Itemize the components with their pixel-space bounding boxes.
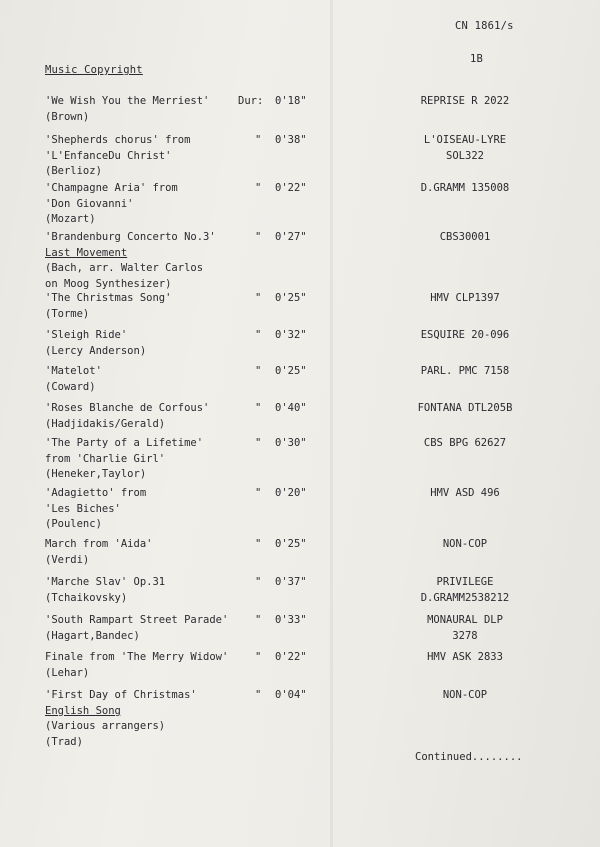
entry-title-line: (Torme)	[45, 307, 90, 320]
duration-value: 0'30"	[275, 437, 307, 449]
record-label-line: D.GRAMM2538212	[420, 591, 510, 604]
entry-duration	[255, 613, 307, 629]
duration-value: 0'33"	[275, 614, 307, 626]
entry-duration	[255, 133, 307, 149]
duration-value: 0'20"	[275, 487, 307, 499]
music-entry	[45, 328, 585, 359]
record-label-line: 3278	[452, 629, 478, 642]
record-label-line: FONTANA DTL205B	[417, 402, 513, 414]
entry-title-line: (Lercy Anderson)	[45, 344, 147, 357]
ditto-mark: "	[255, 576, 262, 588]
duration-value: 0'18"	[275, 95, 307, 107]
entry-duration	[255, 688, 307, 704]
ditto-mark: "	[255, 134, 262, 146]
entry-title-line: (Tchaikovsky)	[45, 591, 128, 604]
entry-duration	[255, 486, 307, 502]
entry-title-line: (Coward)	[45, 380, 96, 393]
music-entry	[45, 133, 585, 180]
entry-title-line: Finale from 'The Merry Widow'	[45, 651, 229, 663]
record-label	[385, 291, 545, 307]
ditto-mark: "	[255, 402, 262, 414]
record-label	[385, 537, 545, 553]
music-entry	[45, 537, 585, 568]
record-label-line: HMV ASD 496	[430, 487, 500, 499]
entry-duration	[255, 328, 307, 344]
ditto-mark: "	[255, 614, 262, 626]
entry-title-line: 'Champagne Aria' from	[45, 182, 178, 194]
entry-title-line: 'South Rampart Street Parade'	[45, 614, 229, 626]
record-label-line: MONAURAL DLP	[427, 614, 503, 626]
record-label	[385, 486, 545, 502]
ditto-mark: "	[255, 329, 262, 341]
music-entry	[45, 650, 585, 681]
record-label-line: NON-COP	[442, 538, 488, 550]
record-label-line: D.GRAMM 135008	[420, 182, 510, 194]
entry-title-line: (Bach, arr. Walter Carlos	[45, 262, 204, 274]
ditto-mark: "	[255, 292, 262, 304]
ditto-mark: "	[255, 651, 262, 663]
music-entry	[45, 613, 585, 644]
record-label	[385, 94, 545, 110]
entry-title-line: (Trad)	[45, 735, 83, 748]
record-label-line: PRIVILEGE	[436, 576, 494, 588]
music-entry	[45, 291, 585, 322]
record-label-line: ESQUIRE 20-096	[420, 329, 510, 341]
entry-title-line: 'Roses Blanche de Corfous'	[45, 402, 210, 414]
record-label-line: CBS BPG 62627	[423, 437, 507, 449]
entry-title-line: 'The Party of a Lifetime'	[45, 437, 204, 449]
music-entry	[45, 486, 585, 533]
entry-title-line: 'Shepherds chorus' from	[45, 134, 191, 146]
record-label-line: PARL. PMC 7158	[420, 365, 510, 377]
duration-value: 0'22"	[275, 651, 307, 663]
duration-value: 0'04"	[275, 689, 307, 701]
page-number: 1B	[470, 53, 484, 65]
entry-title-line: 'Les Biches'	[45, 502, 121, 515]
entry-title-line: 'Matelot'	[45, 365, 102, 377]
music-entry	[45, 230, 585, 292]
entry-title-line: (Hagart,Bandec)	[45, 629, 140, 642]
entry-title-line: (Mozart)	[45, 213, 96, 225]
entry-duration	[255, 650, 307, 666]
entry-title-line: from 'Charlie Girl'	[45, 452, 166, 465]
record-label	[385, 688, 545, 704]
entry-duration	[255, 181, 307, 197]
music-entry	[45, 364, 585, 395]
record-label	[385, 436, 545, 452]
duration-label: Dur:	[238, 95, 264, 107]
record-label-line: HMV ASK 2833	[427, 651, 503, 663]
record-label	[385, 401, 545, 417]
duration-value: 0'25"	[275, 292, 307, 304]
record-label-line: NON-COP	[442, 689, 488, 701]
record-label	[385, 650, 545, 666]
entry-duration	[255, 436, 307, 452]
record-label	[385, 181, 545, 197]
entry-title-line: March from 'Aida'	[45, 538, 153, 550]
ditto-mark: "	[255, 487, 262, 499]
entry-title-line: (Berlioz)	[45, 165, 102, 177]
entry-title-line: (Hadjidakis/Gerald)	[45, 417, 166, 430]
entry-title-line: English Song	[45, 704, 121, 717]
document-reference: CN 1861/s	[455, 20, 514, 32]
record-label-line: SOL322	[446, 149, 484, 162]
duration-value: 0'25"	[275, 365, 307, 377]
ditto-mark: "	[255, 182, 262, 194]
music-entry	[45, 401, 585, 432]
record-label	[385, 328, 545, 344]
entry-title-line: on Moog Synthesizer)	[45, 277, 172, 290]
entry-title-line: (Brown)	[45, 110, 90, 123]
section-title: Music Copyright	[45, 64, 143, 76]
entry-title-line: 'Brandenburg Concerto No.3'	[45, 231, 216, 243]
record-label	[385, 133, 545, 164]
ditto-mark: "	[255, 689, 262, 701]
ditto-mark: "	[255, 231, 262, 243]
entry-title-line: 'The Christmas Song'	[45, 292, 172, 304]
entry-title-line: (Poulenc)	[45, 518, 102, 530]
duration-value: 0'25"	[275, 538, 307, 550]
entry-duration	[255, 230, 307, 246]
ditto-mark: "	[255, 365, 262, 377]
record-label-line: REPRISE R 2022	[420, 95, 510, 107]
entry-title-line: 'We Wish You the Merriest'	[45, 95, 210, 107]
entry-title-line: (Various arrangers)	[45, 720, 166, 732]
duration-value: 0'27"	[275, 231, 307, 243]
duration-value: 0'22"	[275, 182, 307, 194]
continued-note: Continued........	[415, 751, 523, 763]
entry-duration	[255, 364, 307, 380]
music-entry	[45, 575, 585, 606]
music-entry	[45, 436, 585, 483]
entry-title-line: (Heneker,Taylor)	[45, 468, 147, 480]
entry-title-line: 'First Day of Christmas'	[45, 689, 197, 701]
ditto-mark: "	[255, 437, 262, 449]
music-entry	[45, 181, 585, 228]
entry-title-line: 'Sleigh Ride'	[45, 329, 128, 341]
entry-duration	[255, 401, 307, 417]
ditto-mark: "	[255, 538, 262, 550]
entry-title-line: (Verdi)	[45, 553, 90, 566]
music-entry	[45, 688, 585, 750]
duration-value: 0'40"	[275, 402, 307, 414]
entry-duration	[238, 94, 307, 110]
entry-title-line: 'Adagietto' from	[45, 487, 147, 499]
entry-duration	[255, 291, 307, 307]
duration-value: 0'32"	[275, 329, 307, 341]
entry-duration	[255, 575, 307, 591]
record-label	[385, 230, 545, 246]
entry-title-line: 'L'EnfanceDu Christ'	[45, 149, 172, 162]
duration-value: 0'38"	[275, 134, 307, 146]
record-label-line: L'OISEAU-LYRE	[423, 134, 507, 146]
music-entry	[45, 94, 585, 125]
record-label-line: CBS30001	[439, 231, 491, 243]
entry-title-line: Last Movement	[45, 246, 128, 259]
entry-title-line: (Lehar)	[45, 666, 90, 679]
record-label	[385, 613, 545, 644]
entry-title-line: 'Marche Slav' Op.31	[45, 576, 166, 588]
entry-title-line: 'Don Giovanni'	[45, 197, 134, 210]
duration-value: 0'37"	[275, 576, 307, 588]
entry-duration	[255, 537, 307, 553]
record-label	[385, 364, 545, 380]
record-label-line: HMV CLP1397	[430, 292, 500, 304]
record-label	[385, 575, 545, 606]
